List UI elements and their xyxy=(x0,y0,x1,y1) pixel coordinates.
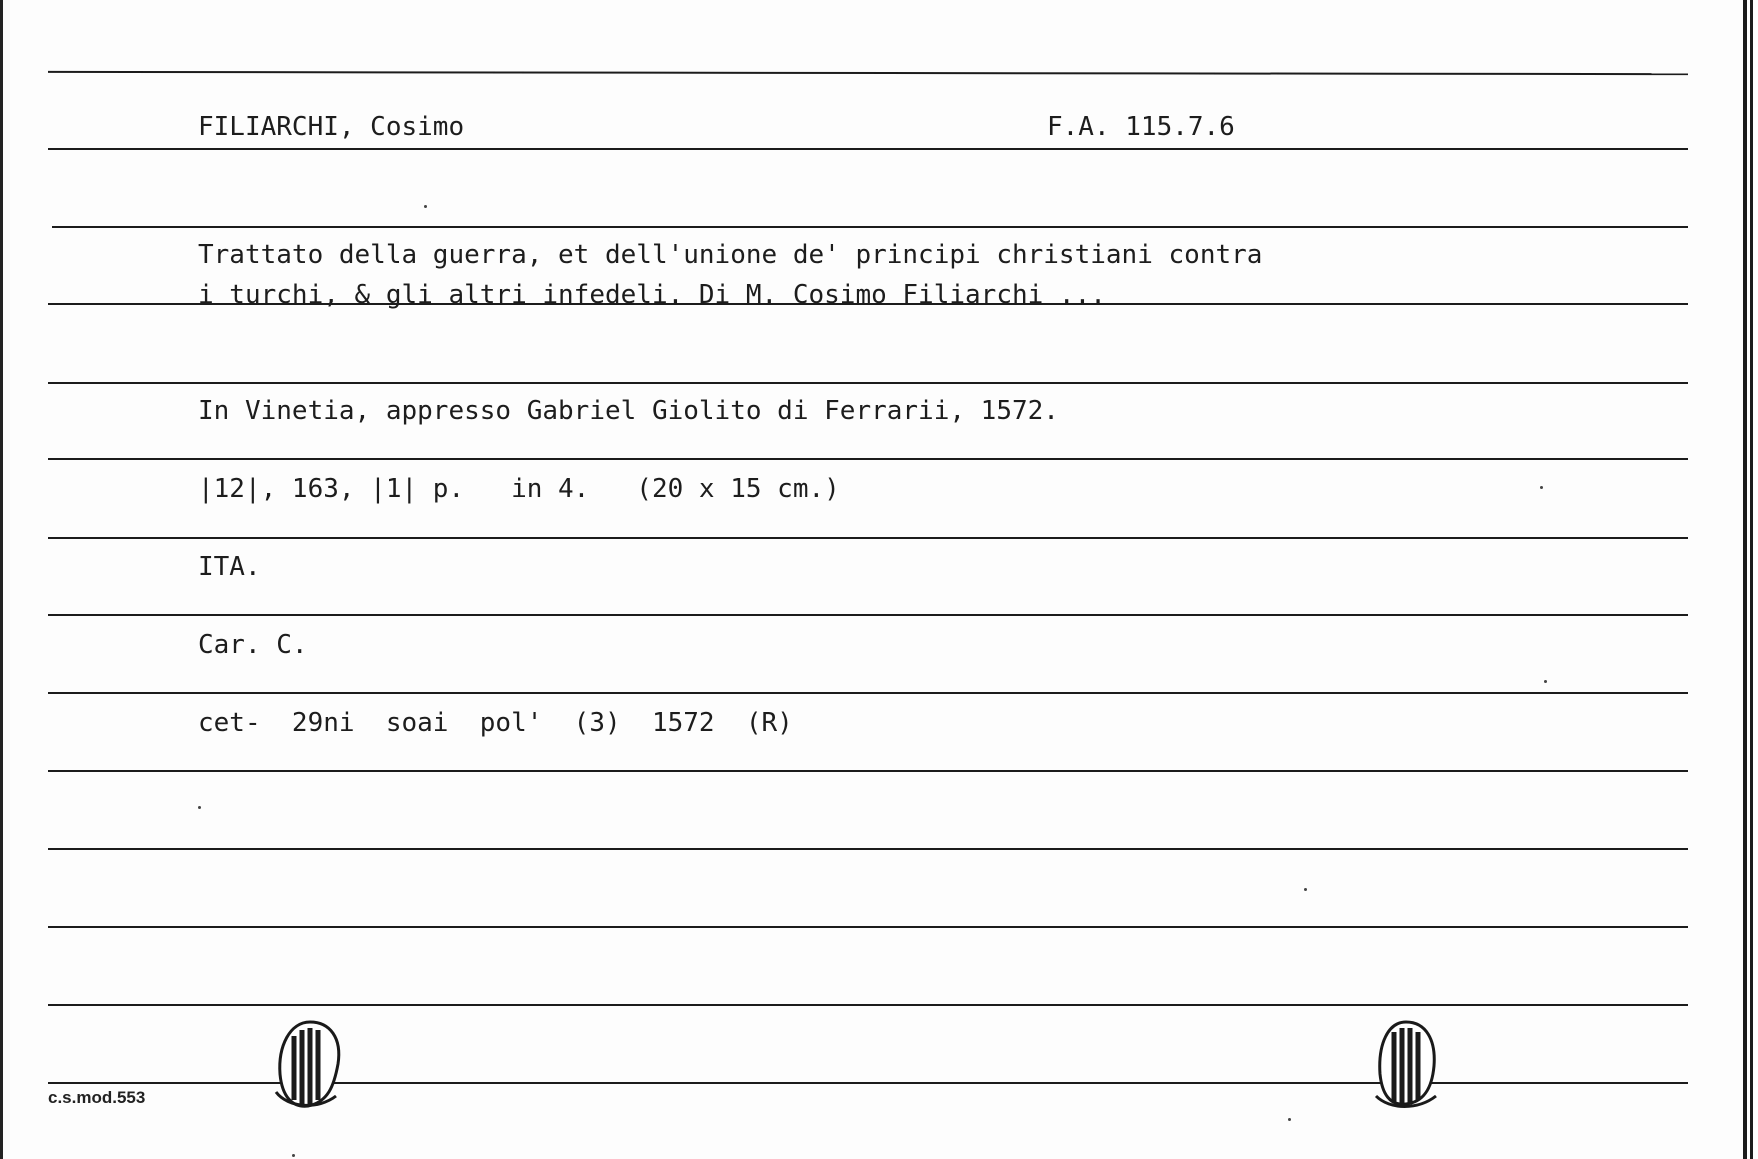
ruled-line xyxy=(48,926,1688,928)
title-line-1: Trattato della guerra, et dell'unione de' principi christiani contra xyxy=(198,240,1263,270)
ruled-line xyxy=(48,1004,1688,1006)
ruled-line xyxy=(48,382,1688,384)
punch-hole-right xyxy=(1366,1016,1446,1112)
title-line-2: i turchi, & gli altri infedeli. Di M. Cosimo Filiarchi ... xyxy=(198,280,1106,310)
form-code: c.s.mod.553 xyxy=(48,1088,146,1107)
speck xyxy=(198,806,201,809)
card-right-edge xyxy=(1743,0,1747,1159)
ruled-line xyxy=(48,71,1688,75)
punch-hole-left xyxy=(268,1016,348,1112)
shelfmark: F.A. 115.7.6 xyxy=(1047,112,1235,142)
ruled-line xyxy=(48,848,1688,850)
author-heading: FILIARCHI, Cosimo xyxy=(198,112,465,142)
speck xyxy=(1540,486,1543,489)
language: ITA. xyxy=(198,552,261,582)
speck xyxy=(292,1154,295,1157)
collation: |12|, 163, |1| p. in 4. (20 x 15 cm.) xyxy=(198,474,840,504)
ruled-line xyxy=(48,148,1688,150)
fingerprint: cet- 29ni soai pol' (3) 1572 (R) xyxy=(198,708,793,738)
speck xyxy=(1544,680,1547,683)
speck xyxy=(1304,888,1307,891)
card-left-edge xyxy=(0,0,3,1159)
ruled-line xyxy=(52,226,1688,228)
ruled-line xyxy=(48,458,1688,460)
card-right-edge-inner xyxy=(1750,0,1753,1159)
ruled-line xyxy=(48,770,1688,772)
notes: Car. C. xyxy=(198,630,308,660)
imprint: In Vinetia, appresso Gabriel Giolito di Ferrarii, 1572. xyxy=(198,396,1059,426)
ruled-line xyxy=(48,614,1688,616)
speck xyxy=(424,205,427,208)
ruled-line xyxy=(48,537,1688,539)
speck xyxy=(1288,1118,1291,1121)
ruled-line xyxy=(48,692,1688,694)
